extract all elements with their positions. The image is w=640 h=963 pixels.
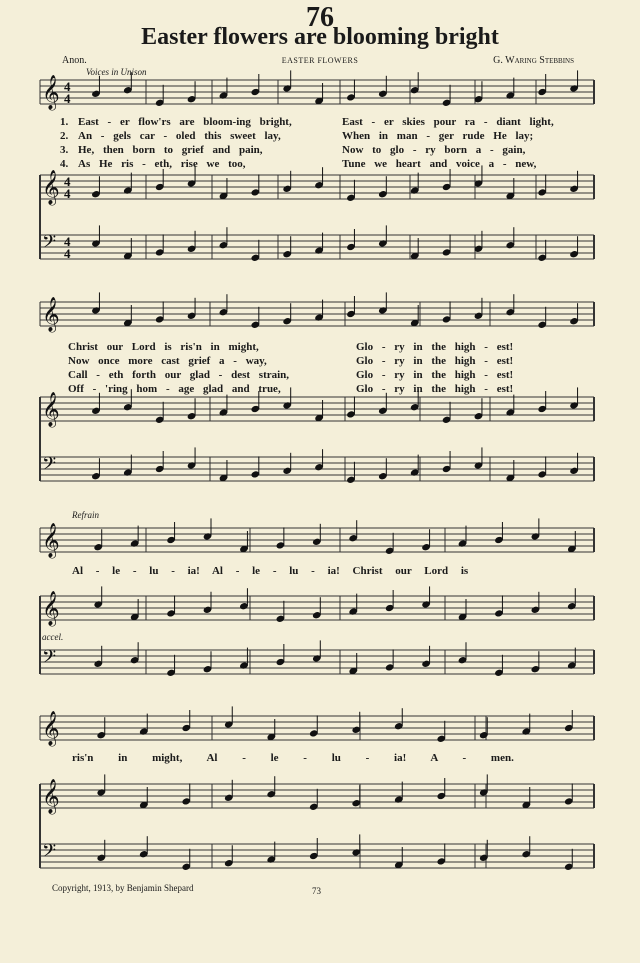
verse-lyric: Tune we heart and voice a - new, [342, 158, 537, 170]
verse-lyric: Glo - ry in the high - est! [356, 383, 514, 395]
verse-lyric: Christ our Lord is ris'n in might, [68, 341, 259, 353]
verse-lyric: When in man - ger rude He lay; [342, 130, 534, 142]
verse-lyric: He, then born to grief and pain, [78, 144, 263, 156]
refrain-lyric-1: Al - le - lu - ia! Al - le - lu - ia! Christ our Lord is [72, 565, 469, 577]
hymn-number: 76 [306, 2, 334, 33]
tune-name: EASTER FLOWERS [281, 56, 359, 65]
author: Anon. [62, 55, 87, 66]
verse-lyric: Glo - ry in the high - est! [356, 355, 514, 367]
verse-lyric: Off - 'ring hom - age glad and true, [68, 383, 281, 395]
treble-clef-icon: 𝄞 [42, 711, 60, 746]
staff-bass [40, 650, 594, 674]
verse-lyric: As He ris - eth, rise we too, [78, 158, 246, 170]
verse-lyric: Glo - ry in the high - est! [356, 369, 514, 381]
verse-number: 3. [60, 144, 69, 156]
verse-lyric: Now once more cast grief a - way, [68, 355, 267, 367]
composer: G. Waring Stebbins [493, 55, 574, 66]
bass-clef-icon: 𝄢 [42, 232, 57, 257]
treble-clef-icon: 𝄞 [42, 297, 60, 332]
page-number: 73 [312, 886, 321, 896]
accel-marking: accel. [42, 632, 64, 642]
time-signature: 4 [64, 174, 71, 189]
refrain-lyric-2: ris'n in might, Al - le - lu - ia! A - men. [72, 752, 514, 764]
verse-number: 1. [60, 116, 69, 128]
verse-lyric: Now to glo - ry born a - gain, [342, 144, 526, 156]
verse-number: 2. [60, 130, 69, 142]
treble-clef-icon: 𝄞 [42, 591, 60, 626]
verse-lyric: East - er skies pour ra - diant light, [342, 116, 554, 128]
treble-clef-icon: 𝄞 [42, 779, 60, 814]
bass-clef-icon: 𝄢 [42, 841, 57, 866]
time-signature: 4 [64, 246, 71, 261]
time-signature: 4 [64, 234, 71, 249]
treble-clef-icon: 𝄞 [42, 170, 60, 205]
refrain-label: Refrain [72, 510, 99, 520]
copyright: Copyright, 1913, by Benjamin Shepard [52, 883, 194, 893]
verse-lyric: Glo - ry in the high - est! [356, 341, 514, 353]
treble-clef-icon: 𝄞 [42, 523, 60, 558]
treble-clef-icon: 𝄞 [42, 75, 60, 110]
verse-lyric: East - er flow'rs are bloom-ing bright, [78, 116, 292, 128]
verse-lyric: Call - eth forth our glad - dest strain, [68, 369, 290, 381]
hymn-title: Easter flowers are blooming bright [141, 24, 499, 50]
time-signature: 4 [64, 79, 71, 94]
bass-clef-icon: 𝄢 [42, 647, 57, 672]
bass-clef-icon: 𝄢 [42, 454, 57, 479]
treble-clef-icon: 𝄞 [42, 392, 60, 427]
verse-lyric: An - gels car - oled this sweet lay, [78, 130, 281, 142]
time-signature: 4 [64, 91, 71, 106]
verse-number: 4. [60, 158, 69, 170]
time-signature: 4 [64, 186, 71, 201]
voices-direction: Voices in Unison [86, 67, 147, 77]
